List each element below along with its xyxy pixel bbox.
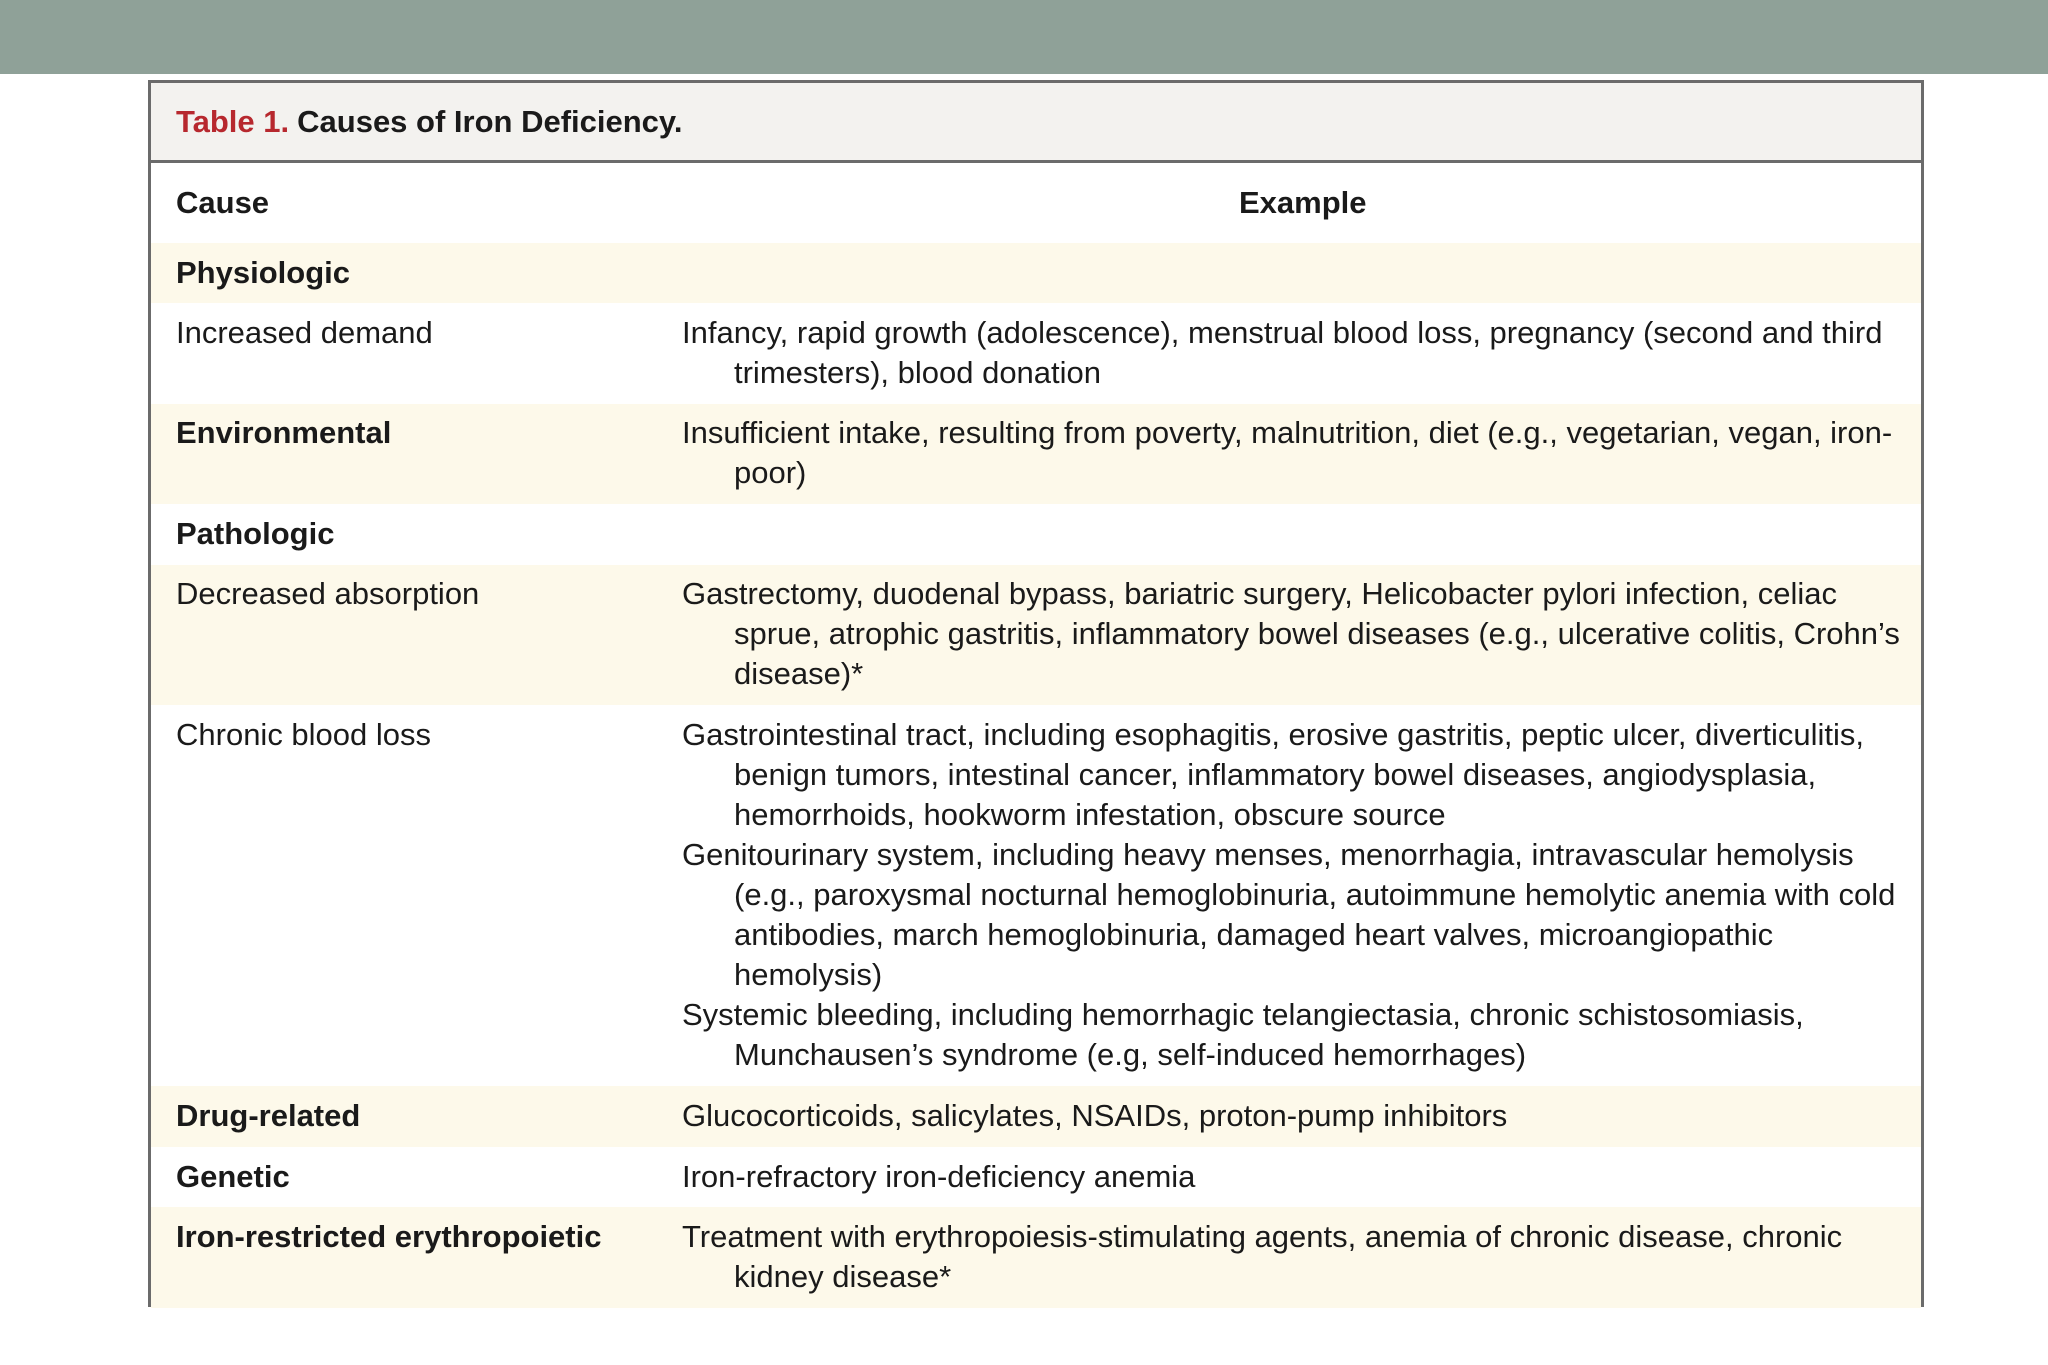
- example-text: Gastrointestinal tract, including esophagitis, erosive gastritis, peptic ulcer, diverticulitis, benign tumors, intestinal cancer, inflammatory bowel diseases, angiodysplasia, hemorrhoids, hookworm infestation, obscure source: [682, 717, 1864, 832]
- table-row: [151, 303, 1921, 404]
- table-title: Causes of Iron Deficiency.: [297, 103, 683, 139]
- table-body: [151, 243, 1921, 1308]
- example-text: Gastrectomy, duodenal bypass, bariatric surgery, Helicobacter pylori infection, celiac sprue, atrophic gastritis, inflammatory bowel diseases (e.g., ulcerative colitis, Crohn’s disease)*: [682, 576, 1900, 691]
- column-header-example: Example: [1239, 185, 1367, 220]
- example-text: Iron-refractory iron-deficiency anemia: [682, 1159, 1196, 1194]
- example-text: Treatment with erythropoiesis-stimulating agents, anemia of chronic disease, chronic kidney disease*: [682, 1219, 1843, 1294]
- cause-cell: Decreased absorption: [176, 576, 480, 611]
- cause-cell: Pathologic: [176, 516, 335, 551]
- example-text: Systemic bleeding, including hemorrhagic telangiectasia, chronic schistosomiasis, Munchausen’s syndrome (e.g, self-induced hemorrhages): [682, 997, 1804, 1072]
- example-cell: [682, 574, 1912, 705]
- table-title-bar: [151, 83, 1921, 163]
- table-row: [151, 404, 1921, 504]
- cause-cell: Iron-restricted erythropoietic: [176, 1219, 602, 1254]
- header-band: [0, 0, 2048, 74]
- table-container: [148, 80, 1924, 1307]
- table-row: [151, 705, 1921, 1086]
- example-cell: [682, 1217, 1912, 1308]
- cause-cell: Physiologic: [176, 255, 350, 290]
- example-cell: [682, 413, 1912, 504]
- example-cell: [682, 253, 1912, 303]
- table-label: Table 1.: [176, 103, 290, 139]
- example-text: Insufficient intake, resulting from poverty, malnutrition, diet (e.g., vegetarian, vegan, iron-poor): [682, 415, 1893, 490]
- example-cell: [682, 1157, 1912, 1207]
- example-text: Infancy, rapid growth (adolescence), menstrual blood loss, pregnancy (second and third trimesters), blood donation: [682, 315, 1883, 390]
- table-row: [151, 1147, 1921, 1207]
- table-row: [151, 1086, 1921, 1147]
- cause-cell: Genetic: [176, 1159, 290, 1194]
- example-cell: [682, 313, 1912, 404]
- example-cell: [682, 1096, 1912, 1147]
- example-text: Genitourinary system, including heavy menses, menorrhagia, intravascular hemolysis (e.g., paroxysmal nocturnal hemoglobinuria, autoimmune hemolytic anemia with cold antibodies, march hemoglobinuria, damaged heart valves, microangiopathic hemolysis): [682, 837, 1896, 992]
- example-text: Glucocorticoids, salicylates, NSAIDs, proton-pump inhibitors: [682, 1098, 1508, 1133]
- cause-cell: Chronic blood loss: [176, 717, 432, 752]
- cause-cell: Increased demand: [176, 315, 433, 350]
- table-row: [151, 504, 1921, 565]
- cause-cell: Drug-related: [176, 1098, 361, 1133]
- cause-cell: Environmental: [176, 415, 392, 450]
- example-cell: [682, 715, 1912, 1086]
- table-row: [151, 565, 1921, 705]
- table-row: [151, 1207, 1921, 1308]
- table-row: [151, 243, 1921, 303]
- table-header-row: [151, 163, 1921, 243]
- example-cell: [682, 514, 1912, 565]
- column-header-cause: Cause: [176, 185, 270, 220]
